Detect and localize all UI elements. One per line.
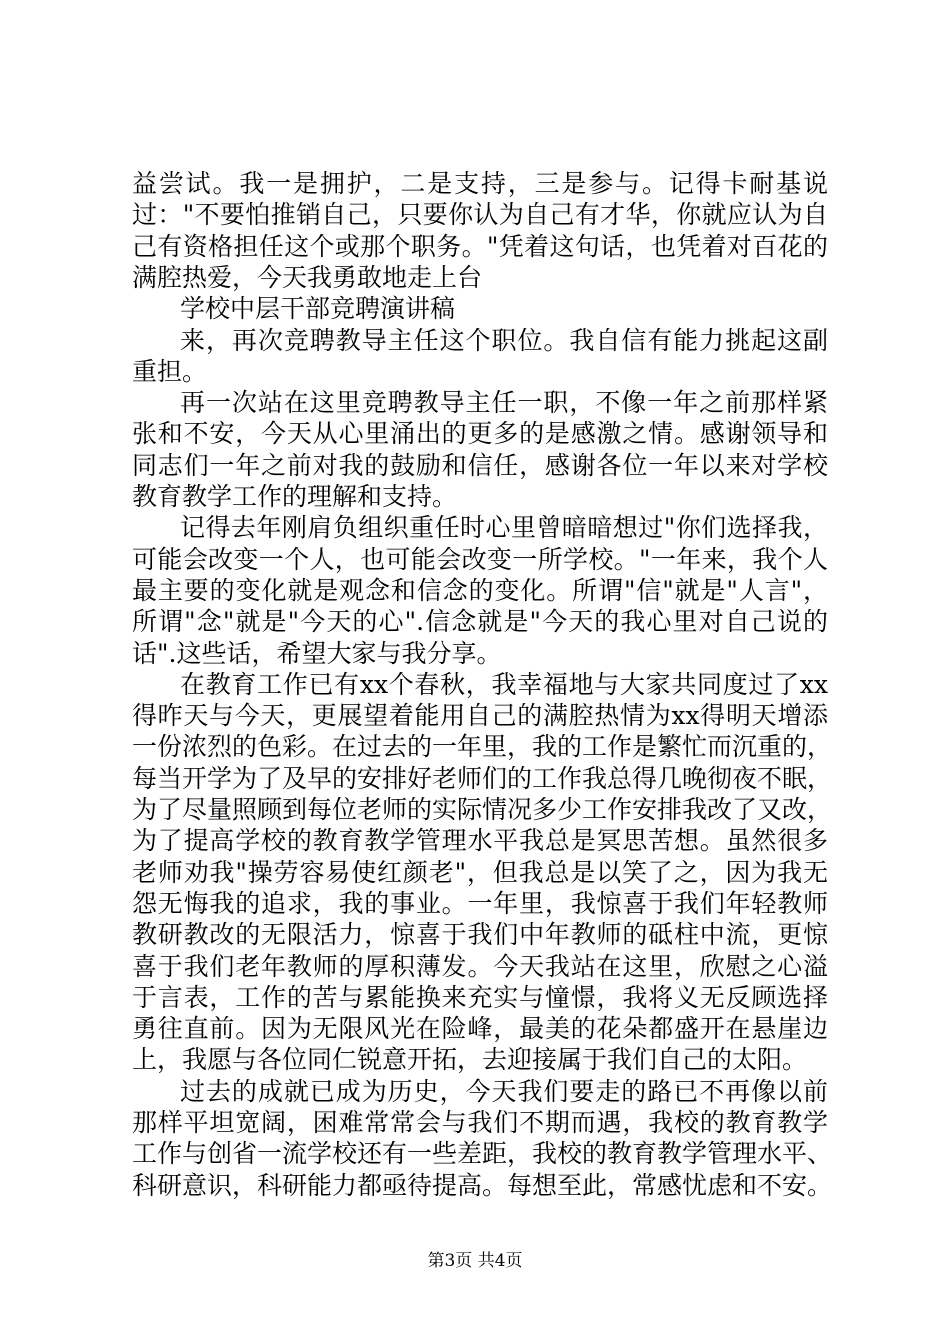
text-line: 益尝试。我一是拥护，二是支持，三是参与。记得卡耐基说 <box>132 169 828 198</box>
text-line: 勇往直前。因为无限风光在险峰，最美的花朵都盛开在悬崖边 <box>132 1014 828 1044</box>
text-line: 可能会改变一个人，也可能会改变一所学校。"一年来，我个人 <box>132 544 828 574</box>
text-line: 张和不安，今天从心里涌出的更多的是感激之情。感谢领导和 <box>132 419 828 449</box>
text-line: 过去的成就已成为历史，今天我们要走的路已不再像以前 <box>180 1076 828 1106</box>
text-line: 来，再次竞聘教导主任这个职位。我自信有能力挑起这副 <box>180 325 828 355</box>
text-line: 为了提高学校的教育教学管理水平我总是冥思苦想。虽然很多 <box>132 826 828 856</box>
section-heading: 学校中层干部竞聘演讲稿 <box>180 294 456 324</box>
text-line: 喜于我们老年教师的厚积薄发。今天我站在这里，欣慰之心溢 <box>132 951 828 981</box>
text-line: 为了尽量照顾到每位老师的实际情况多少工作安排我改了又改， <box>132 795 833 824</box>
text-line: 满腔热爱，今天我勇敢地走上台 <box>132 262 483 292</box>
text-line: 教育教学工作的理解和支持。 <box>132 482 458 511</box>
page-footer: 第3页 共4页 <box>427 1251 523 1271</box>
text-line: 得昨天与今天，更展望着能用自己的满腔热情为xx得明天增添 <box>132 701 828 731</box>
text-line: 同志们一年之前对我的鼓励和信任，感谢各位一年以来对学校 <box>132 450 828 480</box>
text-line: 在教育工作已有xx个春秋，我幸福地与大家共同度过了xx <box>180 669 828 699</box>
text-line: 再一次站在这里竞聘教导主任一职，不像一年之前那样紧 <box>180 388 828 418</box>
text-line: 上，我愿与各位同仁锐意开拓，去迎接属于我们自己的太阳。 <box>132 1045 808 1075</box>
text-line: 重担。 <box>132 356 208 386</box>
text-line: 老师劝我"操劳容易使红颜老"，但我总是以笑了之，因为我无 <box>132 857 828 887</box>
text-line: 每当开学为了及早的安排好老师们的工作我总得几晚彻夜不眠， <box>132 763 833 793</box>
text-line: 过："不要怕推销自己，只要你认为自己有才华，你就应认为自 <box>132 200 828 230</box>
text-line: 科研意识，科研能力都亟待提高。每想至此，常感忧虑和不安。 <box>132 1170 833 1200</box>
text-line: 那样平坦宽阔，困难常常会与我们不期而遇，我校的教育教学 <box>132 1108 828 1137</box>
text-line: 记得去年刚肩负组织重任时心里曾暗暗想过"你们选择我， <box>180 513 828 543</box>
text-line: 话".这些话，希望大家与我分享。 <box>132 638 502 668</box>
text-line: 最主要的变化就是观念和信念的变化。所谓"信"就是"人言"， <box>132 575 828 605</box>
text-line: 教研教改的无限活力，惊喜于我们中年教师的砥柱中流，更惊 <box>132 920 828 950</box>
text-line: 所谓"念"就是"今天的心".信念就是"今天的我心里对自己说的 <box>132 607 828 637</box>
text-line: 工作与创省一流学校还有一些差距，我校的教育教学管理水平、 <box>132 1139 833 1169</box>
text-line: 己有资格担任这个或那个职务。"凭着这句话，也凭着对百花的 <box>132 231 828 261</box>
text-line: 怨无悔我的追求，我的事业。一年里，我惊喜于我们年轻教师 <box>132 888 828 918</box>
text-line: 一份浓烈的色彩。在过去的一年里，我的工作是繁忙而沉重的， <box>132 732 833 762</box>
text-line: 于言表，工作的苦与累能换来充实与憧憬，我将义无反顾选择 <box>132 982 828 1012</box>
